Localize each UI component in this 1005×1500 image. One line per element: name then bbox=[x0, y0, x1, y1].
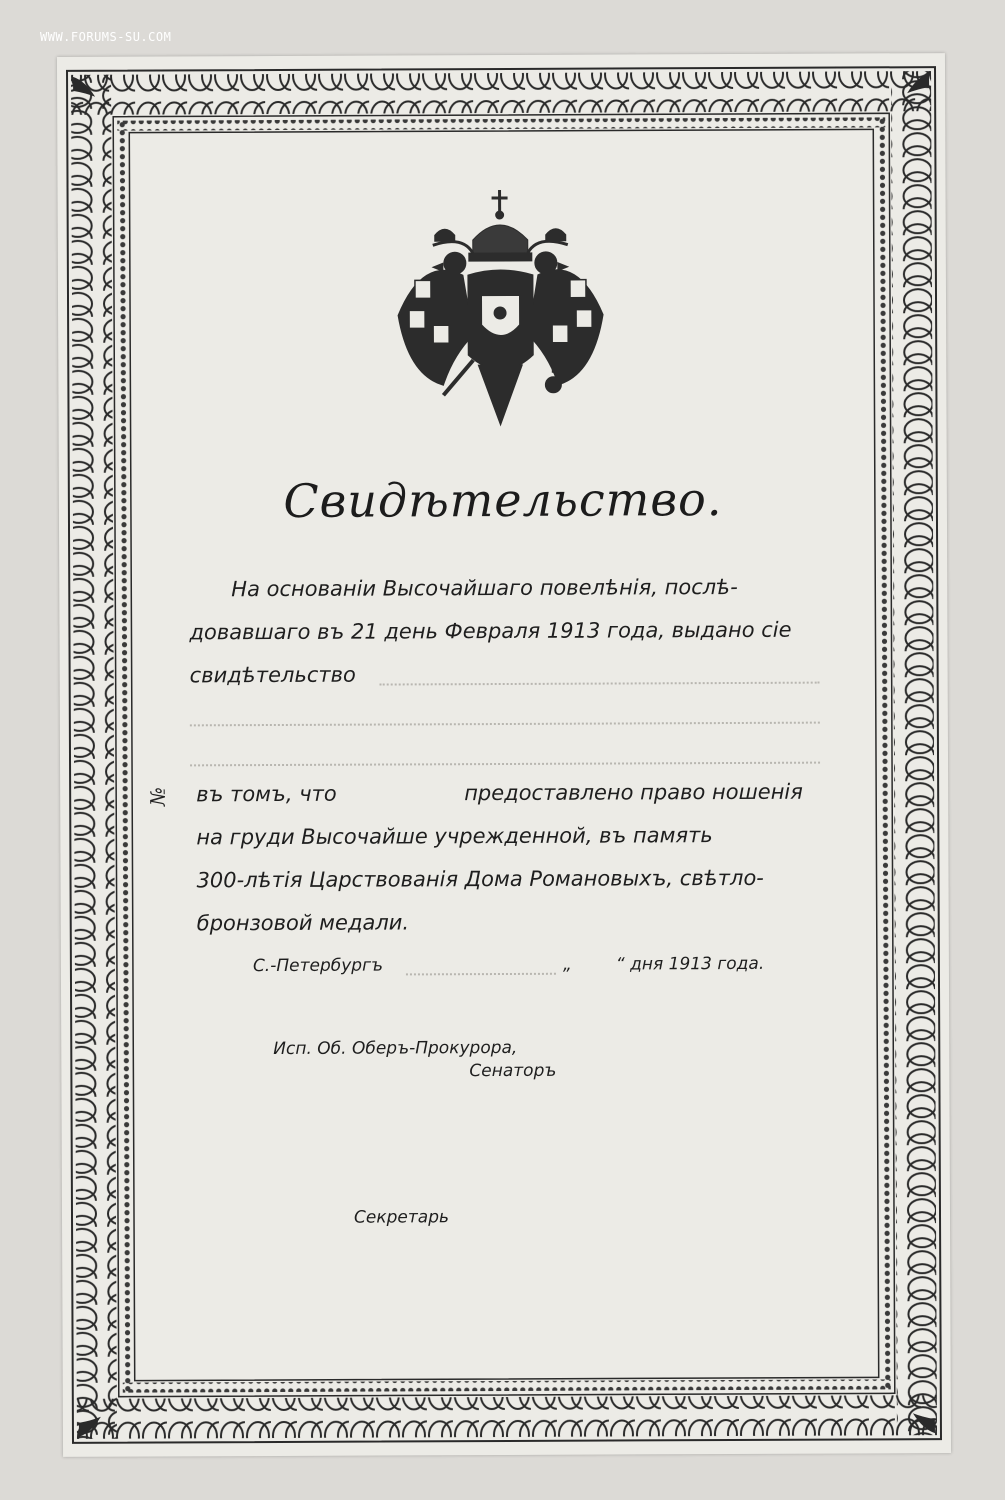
signatory-rank: Сенаторъ bbox=[469, 1060, 557, 1082]
signatory-title: Исп. Об. Оберъ-Прокурора, bbox=[273, 1037, 518, 1060]
secretary-label: Секретарь bbox=[353, 1207, 450, 1228]
paragraph1-line3: свидѣтельство bbox=[189, 662, 356, 688]
numero-sign: № bbox=[145, 786, 170, 807]
place-label: С.-Петербургъ bbox=[252, 955, 384, 977]
name-fill-line-1 bbox=[380, 682, 820, 686]
date-suffix: “ дня 1913 года. bbox=[615, 953, 765, 975]
document-title: Свидѣтельство. bbox=[283, 472, 723, 528]
paragraph2-line4: бронзовой медали. bbox=[196, 910, 410, 936]
watermark-text: WWW.FORUMS-SU.COM bbox=[40, 30, 172, 44]
date-fill-line bbox=[406, 973, 556, 976]
paragraph2-line3: 300-лѣтія Царствованія Дома Романовыхъ, свѣтло- bbox=[196, 865, 764, 893]
quote-open: „ bbox=[562, 954, 572, 975]
paragraph2-line2: на груди Высочайше учрежденной, въ память bbox=[196, 823, 713, 850]
paragraph2-line1a: въ томъ, что bbox=[196, 781, 337, 807]
name-fill-line-3 bbox=[190, 762, 820, 767]
certificate-sheet bbox=[57, 53, 951, 1457]
paragraph2-line1b: предоставлено право ношенія bbox=[464, 779, 803, 806]
paragraph1-line2: довавшаго въ 21 день Февраля 1913 года, выдано сіе bbox=[189, 617, 792, 645]
paragraph1-line1: На основаніи Высочайшаго повелѣнія, послѣ- bbox=[231, 574, 738, 602]
name-fill-line-2 bbox=[190, 722, 820, 727]
double-headed-eagle-emblem bbox=[393, 185, 609, 441]
